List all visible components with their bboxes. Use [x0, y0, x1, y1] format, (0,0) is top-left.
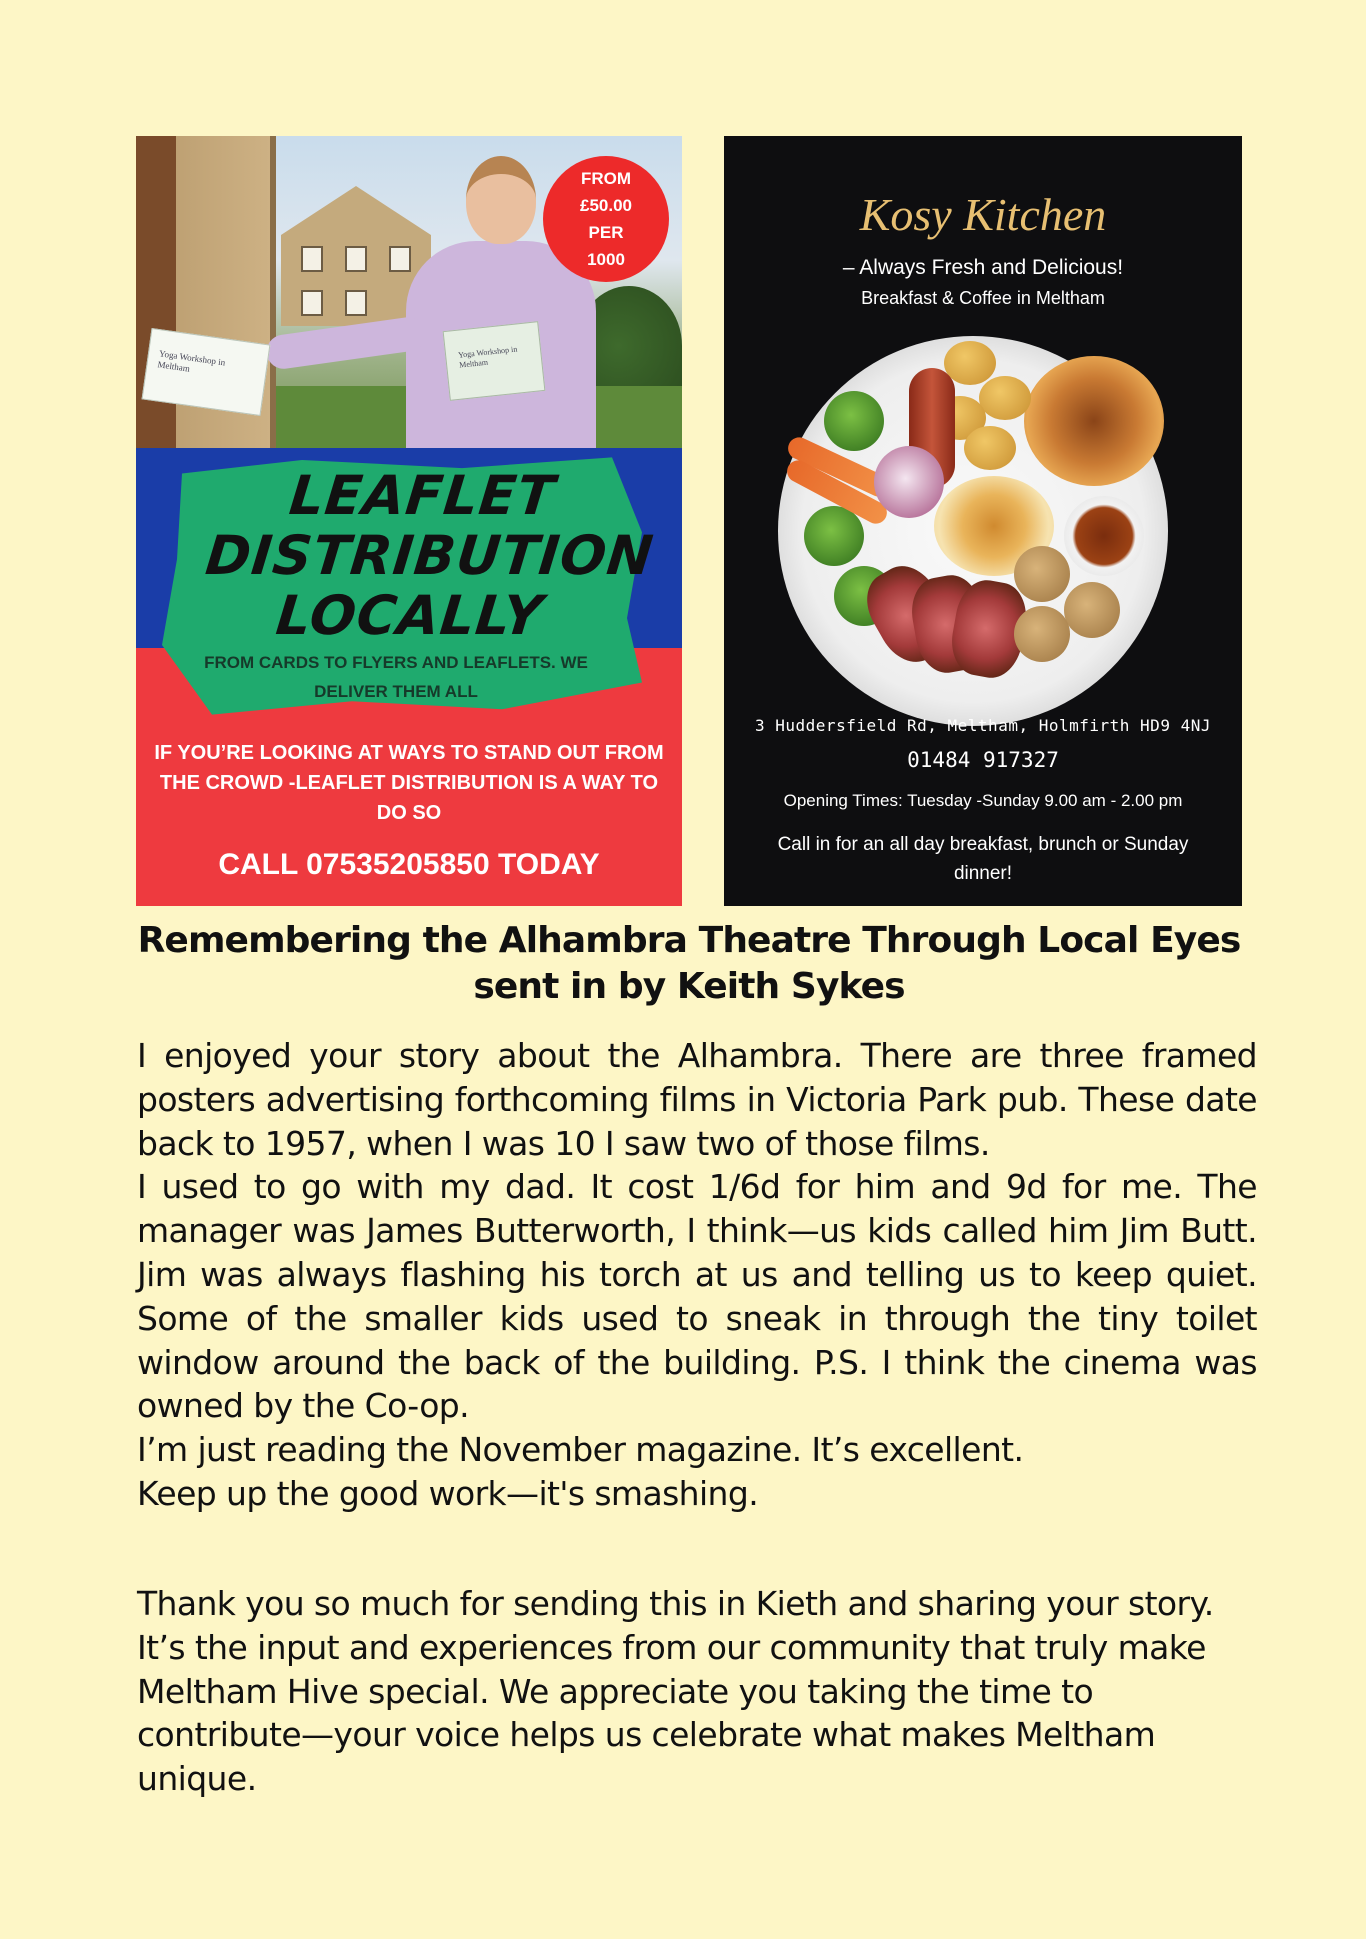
kosy-kitchen-advert	[724, 136, 1242, 906]
cafe-sub-tagline: Breakfast & Coffee in Meltham	[861, 288, 1105, 308]
stuffing-ball-illustration	[1014, 546, 1070, 602]
article-line: Keep up the good work—it's smashing.	[137, 1473, 759, 1513]
price-badge-line: 1000	[587, 250, 625, 269]
article-paragraph: I used to go with my dad. It cost 1/6d for him and 9d for me. The manager was James Butterworth, I think—us kids called him Jim Butt. Jim was always flashing his torch at us and telling us to keep quiet. Some of the smaller kids used to sneak in through the tiny toilet window around the back of the building. P.S. I think the cinema was owned by the Co-op.	[137, 1167, 1257, 1426]
potato-illustration	[964, 426, 1016, 470]
cafe-call-in: Call in for an all day breakfast, brunch or Sunday dinner!	[777, 834, 1189, 884]
advert-subline: FROM CARDS TO FLYERS AND LEAFLETS. WE DELIVER THEM ALL	[204, 653, 588, 701]
cafe-brand: Kosy Kitchen	[859, 189, 1107, 240]
article-line: I’m just reading the November magazine. It’s excellent.	[137, 1430, 1024, 1470]
article-paragraph: I enjoyed your story about the Alhambra. There are three framed posters advertising forthcoming films in Victoria Park pub. These date back to 1957, when I was 10 I saw two of those films.	[137, 1036, 1257, 1163]
leaflet-distribution-advert	[136, 136, 682, 906]
cafe-address: 3 Huddersfield Rd, Meltham, Holmfirth HD9 4NJ	[755, 716, 1211, 735]
potato-illustration	[979, 376, 1031, 420]
article-title: Remembering the Alhambra Theatre Through Local Eyes sent in by Keith Sykes	[137, 920, 1241, 1007]
leaflet-stack: Yoga Workshop in Meltham	[443, 321, 546, 401]
price-badge	[543, 156, 669, 282]
price-badge-line: PER	[588, 223, 624, 242]
cafe-opening-times: Opening Times: Tuesday -Sunday 9.00 am - 2.00 pm	[783, 791, 1183, 810]
price-badge-line: £50.00	[580, 196, 632, 215]
stuffing-ball-illustration	[1064, 582, 1120, 638]
broccoli-illustration	[824, 391, 884, 451]
handheld-leaflet: Yoga Workshop in Meltham	[142, 328, 271, 416]
yorkshire-pudding-illustration	[1024, 356, 1164, 486]
article-body	[137, 1034, 1257, 1516]
advert-call-to-action: CALL 07535205850 TODAY	[218, 848, 600, 881]
broccoli-illustration	[804, 506, 864, 566]
gravy-jug-illustration	[1064, 496, 1144, 576]
onion-illustration	[874, 446, 944, 518]
stuffing-ball-illustration	[1014, 606, 1070, 662]
advert-headline	[197, 464, 657, 647]
person-head-illustration	[466, 156, 536, 244]
cafe-phone: 01484 917327	[907, 748, 1059, 772]
cafe-tagline: – Always Fresh and Delicious!	[842, 256, 1124, 279]
headline-line: DISTRIBUTION	[202, 524, 657, 587]
headline-line: LEAFLET	[286, 464, 559, 527]
advert-pitch: IF YOU’RE LOOKING AT WAYS TO STAND OUT FROM THE CROWD -LEAFLET DISTRIBUTION IS A WAY TO DO SO	[154, 742, 664, 824]
headline-line: LOCALLY	[273, 584, 547, 647]
price-badge-line: FROM	[580, 169, 632, 188]
editor-reply: Thank you so much for sending this in Kieth and sharing your story. It’s the input and experiences from our community that truly make Meltham Hive special. We appreciate you taking the time to contribute—your voice helps us celebrate what makes Meltham unique.	[137, 1584, 1214, 1799]
advert-photo	[136, 136, 682, 448]
